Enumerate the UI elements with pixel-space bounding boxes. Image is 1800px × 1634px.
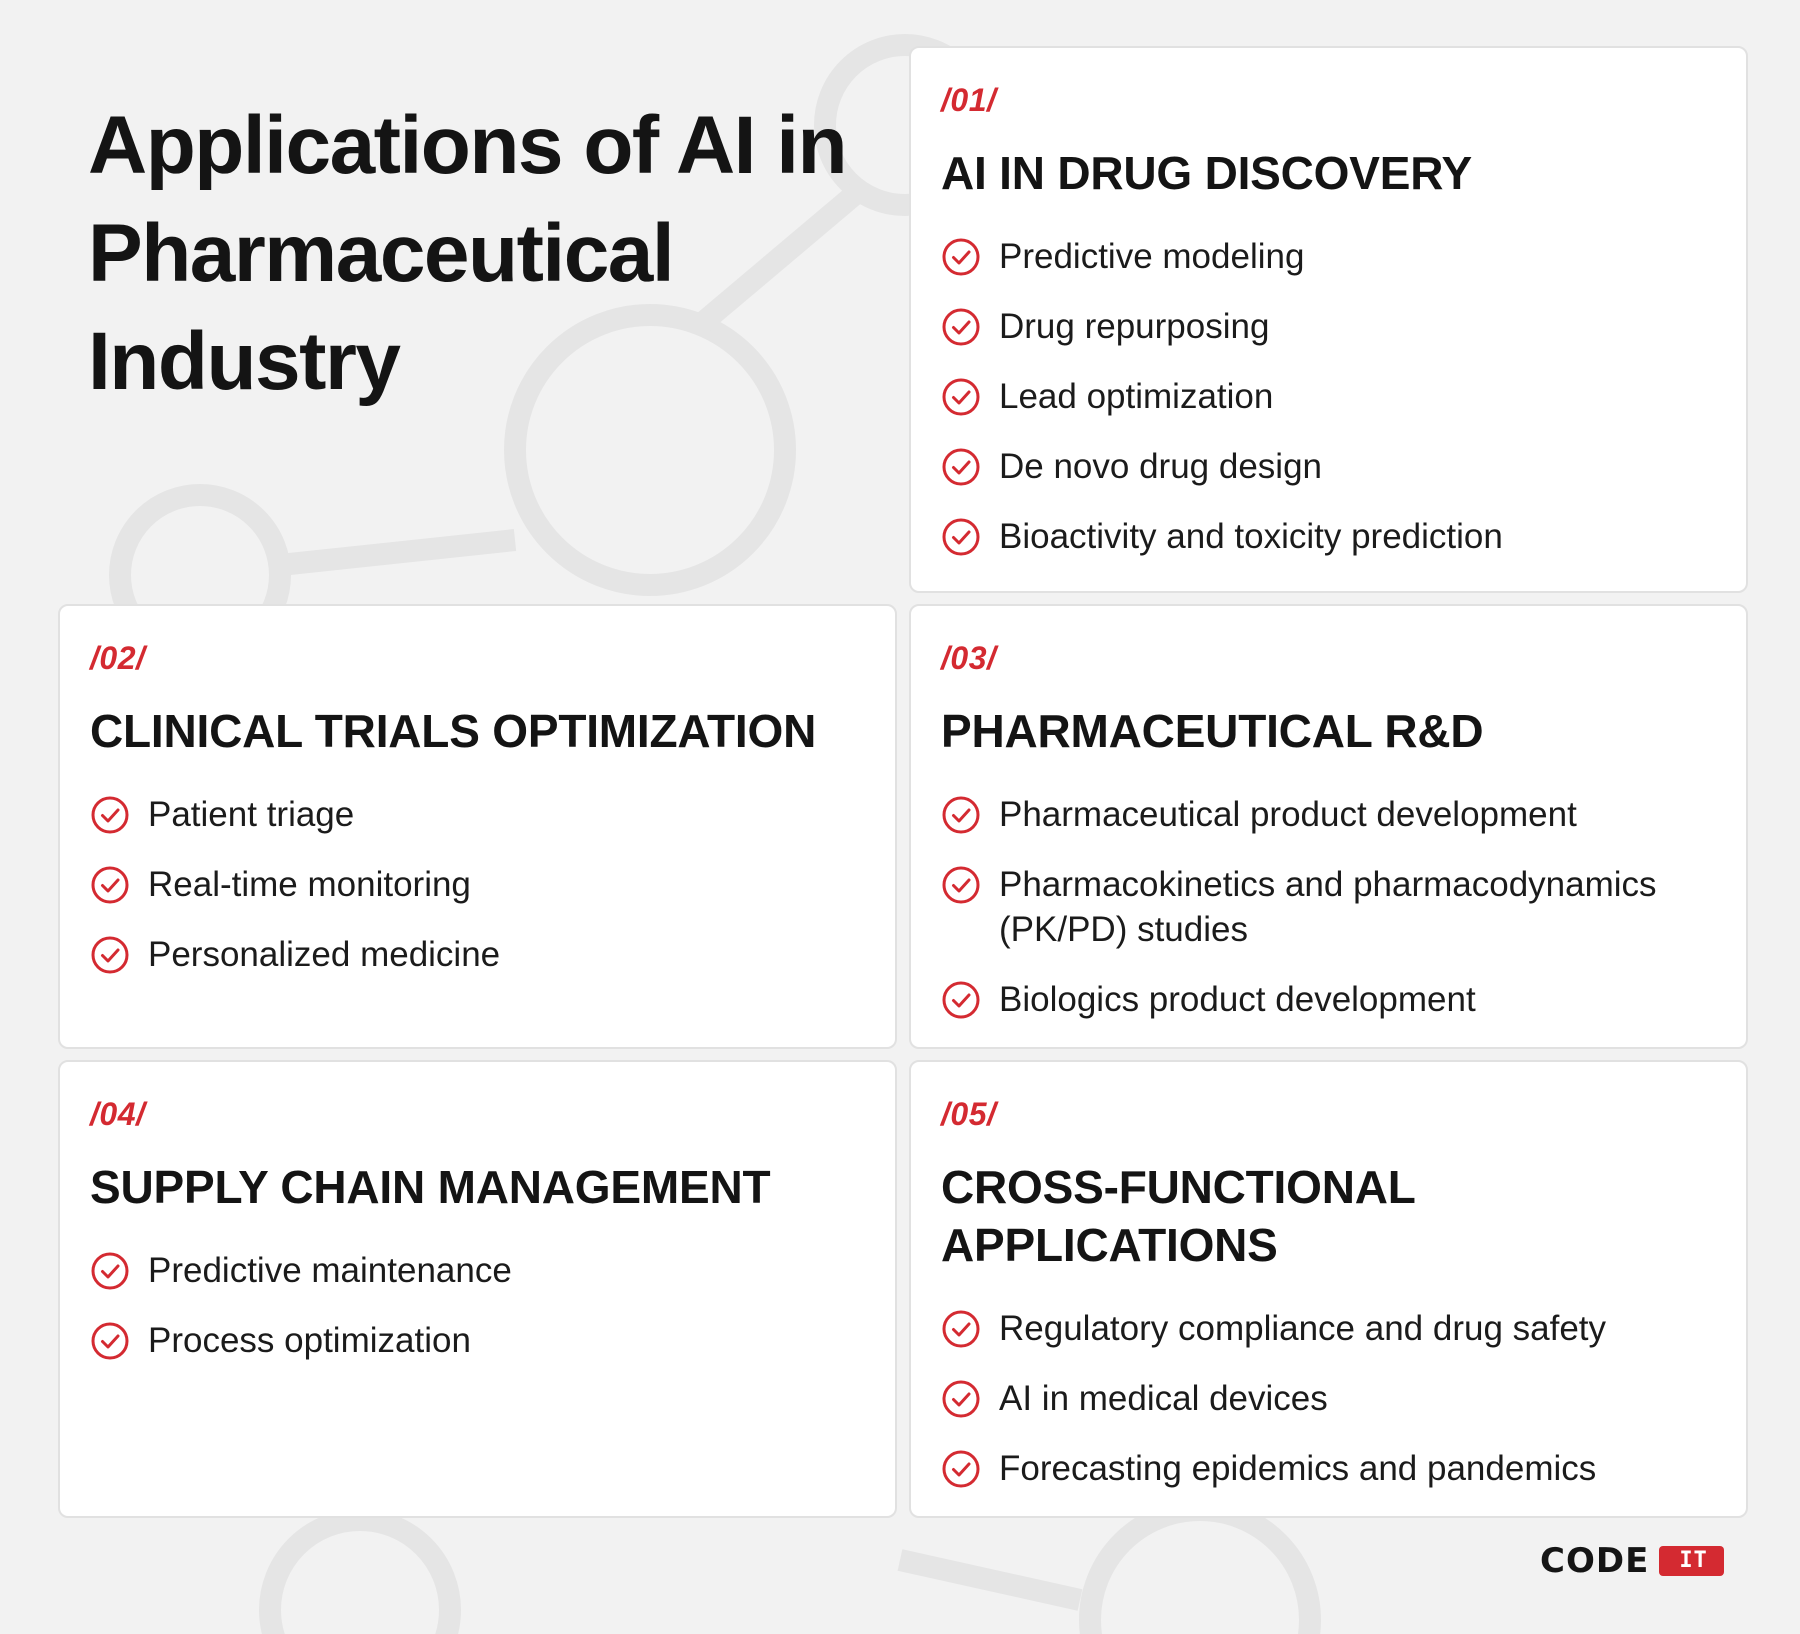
card-list: [941, 1306, 1716, 1491]
logo-badge: IT: [1659, 1546, 1724, 1576]
card-title: AI IN DRUG DISCOVERY: [941, 147, 1473, 199]
list-item-text: Process optimization: [148, 1321, 471, 1360]
check-circle-icon: [941, 795, 981, 835]
list-item-text: Pharmaceutical product development: [999, 795, 1577, 834]
check-circle-icon: [90, 935, 130, 975]
list-item: [941, 1446, 1716, 1491]
list-item-text: Forecasting epidemics and pandemics: [999, 1449, 1597, 1488]
list-item: [941, 862, 1716, 952]
list-item-text: Pharmacokinetics and pharmacodynamics (PK/PD) studies: [999, 865, 1657, 949]
list-item: [941, 234, 1716, 279]
card-list: [90, 1248, 865, 1363]
card-pharma-rnd: [909, 604, 1748, 1049]
list-item: [941, 304, 1716, 349]
list-item-text: Predictive modeling: [999, 237, 1305, 276]
check-circle-icon: [941, 447, 981, 487]
card-number: /04/: [90, 1096, 146, 1132]
check-circle-icon: [941, 517, 981, 557]
list-item-text: Regulatory compliance and drug safety: [999, 1309, 1607, 1348]
list-item-text: Lead optimization: [999, 377, 1274, 416]
card-title: PHARMACEUTICAL R&D: [941, 705, 1484, 757]
list-item: [90, 1248, 865, 1293]
list-item: [941, 977, 1716, 1022]
logo-text: CODE: [1540, 1541, 1650, 1581]
card-clinical-trials: [58, 604, 897, 1049]
card-title: SUPPLY CHAIN MANAGEMENT: [90, 1161, 771, 1213]
card-list: [941, 792, 1716, 1022]
card-number: /05/: [941, 1096, 997, 1132]
card-number: /02/: [90, 640, 146, 676]
list-item: [941, 374, 1716, 419]
card-cross-functional: [909, 1060, 1748, 1518]
check-circle-icon: [941, 237, 981, 277]
check-circle-icon: [90, 795, 130, 835]
card-list: [90, 792, 865, 977]
list-item-text: Predictive maintenance: [148, 1251, 512, 1290]
list-item: [90, 1318, 865, 1363]
check-circle-icon: [941, 1309, 981, 1349]
check-circle-icon: [90, 865, 130, 905]
card-number: /01/: [941, 82, 997, 118]
card-list: [941, 234, 1716, 559]
list-item: [90, 932, 865, 977]
list-item: [90, 792, 865, 837]
list-item: [941, 514, 1716, 559]
check-circle-icon: [941, 377, 981, 417]
list-item-text: Bioactivity and toxicity prediction: [999, 517, 1503, 556]
list-item-text: Real-time monitoring: [148, 865, 471, 904]
list-item-text: De novo drug design: [999, 447, 1322, 486]
list-item: [941, 1306, 1716, 1351]
list-item: [941, 444, 1716, 489]
check-circle-icon: [941, 980, 981, 1020]
card-drug-discovery: [909, 46, 1748, 593]
list-item: [941, 792, 1716, 837]
check-circle-icon: [941, 865, 981, 905]
list-item: [941, 1376, 1716, 1421]
card-title: CLINICAL TRIALS OPTIMIZATION: [90, 705, 817, 757]
card-number: /03/: [941, 640, 997, 676]
card-supply-chain: [58, 1060, 897, 1518]
page-title: Applications of AI in Pharmaceutical Industry: [88, 100, 847, 407]
list-item-text: Personalized medicine: [148, 935, 501, 974]
list-item-text: Patient triage: [148, 795, 355, 834]
check-circle-icon: [90, 1321, 130, 1361]
check-circle-icon: [941, 1379, 981, 1419]
card-title: CROSS-FUNCTIONAL APPLICATIONS: [941, 1161, 1415, 1271]
check-circle-icon: [941, 307, 981, 347]
list-item-text: Drug repurposing: [999, 307, 1270, 346]
list-item-text: Biologics product development: [999, 980, 1476, 1019]
check-circle-icon: [941, 1449, 981, 1489]
list-item: [90, 862, 865, 907]
list-item-text: AI in medical devices: [999, 1379, 1328, 1418]
codeit-logo: [1540, 1541, 1724, 1581]
check-circle-icon: [90, 1251, 130, 1291]
